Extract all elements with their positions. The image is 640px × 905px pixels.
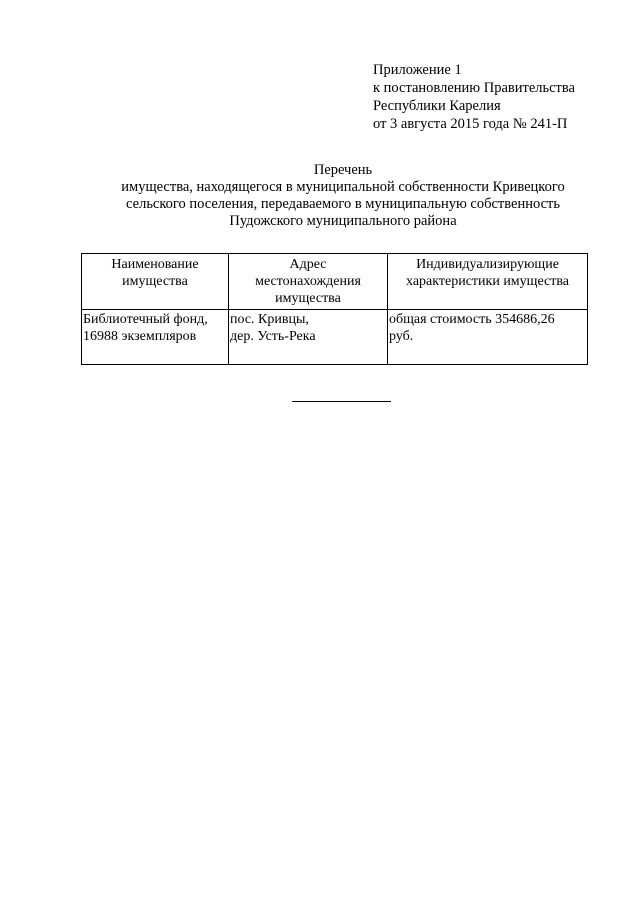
document-title: [60, 162, 626, 230]
appendix-line-2: к постановлению Правительства: [373, 80, 575, 96]
title-line-2: имущества, находящегося в муниципальной собственности Кривецкого: [121, 179, 565, 195]
title-line-3: сельского поселения, передаваемого в муниципальную собственность: [126, 196, 560, 212]
table-header-row: [82, 254, 588, 310]
cell-characteristics-line-2: руб.: [389, 329, 414, 344]
cell-address-line-1: пос. Кривцы,: [230, 312, 309, 327]
title-line-1: Перечень: [313, 162, 373, 178]
header-characteristics-line-2: характеристики имущества: [406, 274, 569, 289]
appendix-line-4: от 3 августа 2015 года № 241-П: [373, 116, 568, 132]
header-characteristics: [388, 254, 588, 310]
header-address-line-1: Адрес: [289, 257, 327, 272]
cell-characteristics: [388, 310, 588, 365]
table-row: [82, 310, 588, 365]
cell-name: [82, 310, 229, 365]
property-table: [81, 253, 588, 365]
appendix-line-3: Республики Карелия: [373, 98, 501, 114]
title-line-4: Пудожского муниципального района: [229, 213, 457, 229]
header-name-line-2: имущества: [122, 274, 188, 289]
cell-address-line-2: дер. Усть-Река: [230, 329, 316, 344]
header-name-line-1: Наименование: [111, 257, 199, 272]
cell-address: [229, 310, 388, 365]
closing-divider: [292, 401, 391, 402]
header-address-line-3: имущества: [275, 291, 341, 306]
header-address-line-2: местонахождения: [255, 274, 361, 289]
appendix-line-1: Приложение 1: [373, 62, 462, 78]
cell-name-line-1: Библиотечный фонд,: [83, 312, 208, 327]
header-characteristics-line-1: Индивидуализирующие: [416, 257, 559, 272]
appendix-block: [373, 61, 575, 133]
cell-name-line-2: 16988 экземпляров: [83, 329, 197, 344]
header-address: [229, 254, 388, 310]
cell-characteristics-line-1: общая стоимость 354686,26: [389, 312, 555, 327]
header-name: [82, 254, 229, 310]
